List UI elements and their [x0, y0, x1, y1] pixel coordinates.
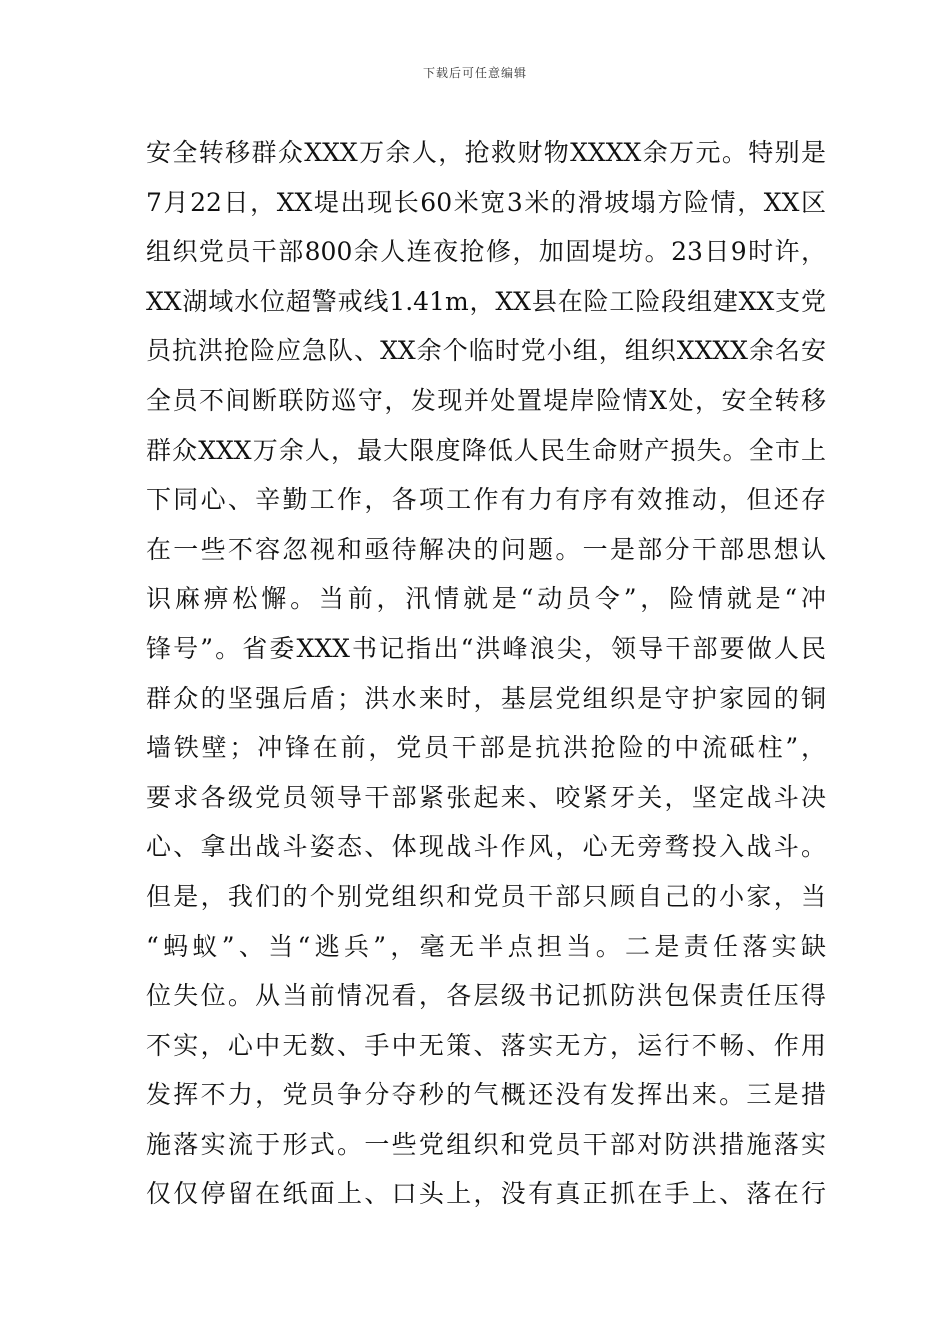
text-line: 下同心、辛勤工作，各项工作有力有序有效推动，但还存	[146, 485, 826, 515]
text-line: 在一些不容忽视和亟待解决的问题。一是部分干部思想认	[146, 534, 826, 564]
text-line: 员抗洪抢险应急队、XX余个临时党小组，组织XXXX余名安	[146, 336, 826, 366]
text-line: “蚂蚁”、当“逃兵”，毫无半点担当。二是责任落实缺	[146, 931, 826, 961]
text-line: 墙铁壁；冲锋在前，党员干部是抗洪抢险的中流砥柱”，	[146, 733, 826, 763]
text-line: 群众的坚强后盾；洪水来时，基层党组织是守护家园的铜	[146, 683, 826, 713]
text-line: 安全转移群众XXX万余人，抢救财物XXXX余万元。特别是	[146, 138, 826, 167]
body-text	[146, 128, 826, 1219]
text-line: 但是，我们的个别党组织和党员干部只顾自己的小家，当	[146, 881, 826, 911]
text-line: 群众XXX万余人，最大限度降低人民生命财产损失。全市上	[146, 435, 826, 465]
text-line: 要求各级党员领导干部紧张起来、咬紧牙关，坚定战斗决	[146, 782, 826, 812]
text-line: 组织党员干部800余人连夜抢修，加固堤坊。23日9时许，	[146, 237, 826, 267]
text-line: 全员不间断联防巡守，发现并处置堤岸险情X处，安全转移	[146, 385, 826, 415]
page-header: 下载后可任意编辑	[422, 66, 527, 80]
text-line: 识麻痹松懈。当前，汛情就是“动员令”，险情就是“冲	[146, 584, 826, 614]
text-line: 施落实流于形式。一些党组织和党员干部对防洪措施落实	[146, 1129, 826, 1159]
text-line: 7月22日，XX堤出现长60米宽3米的滑坡塌方险情，XX区	[146, 187, 826, 217]
text-line: 仅仅停留在纸面上、口头上，没有真正抓在手上、落在行	[146, 1179, 826, 1209]
text-line: 锋号”。省委XXX书记指出“洪峰浪尖，领导干部要做人民	[146, 633, 826, 663]
text-line: 不实，心中无数、手中无策、落实无方，运行不畅、作用	[146, 1030, 826, 1060]
text-line: XX湖域水位超警戒线1.41m，XX县在险工险段组建XX支党	[146, 286, 826, 316]
text-line: 心、拿出战斗姿态、体现战斗作风，心无旁骛投入战斗。	[146, 832, 826, 862]
text-line: 发挥不力，党员争分夺秒的气概还没有发挥出来。三是措	[146, 1080, 826, 1110]
text-line: 位失位。从当前情况看，各层级书记抓防洪包保责任压得	[146, 981, 826, 1011]
